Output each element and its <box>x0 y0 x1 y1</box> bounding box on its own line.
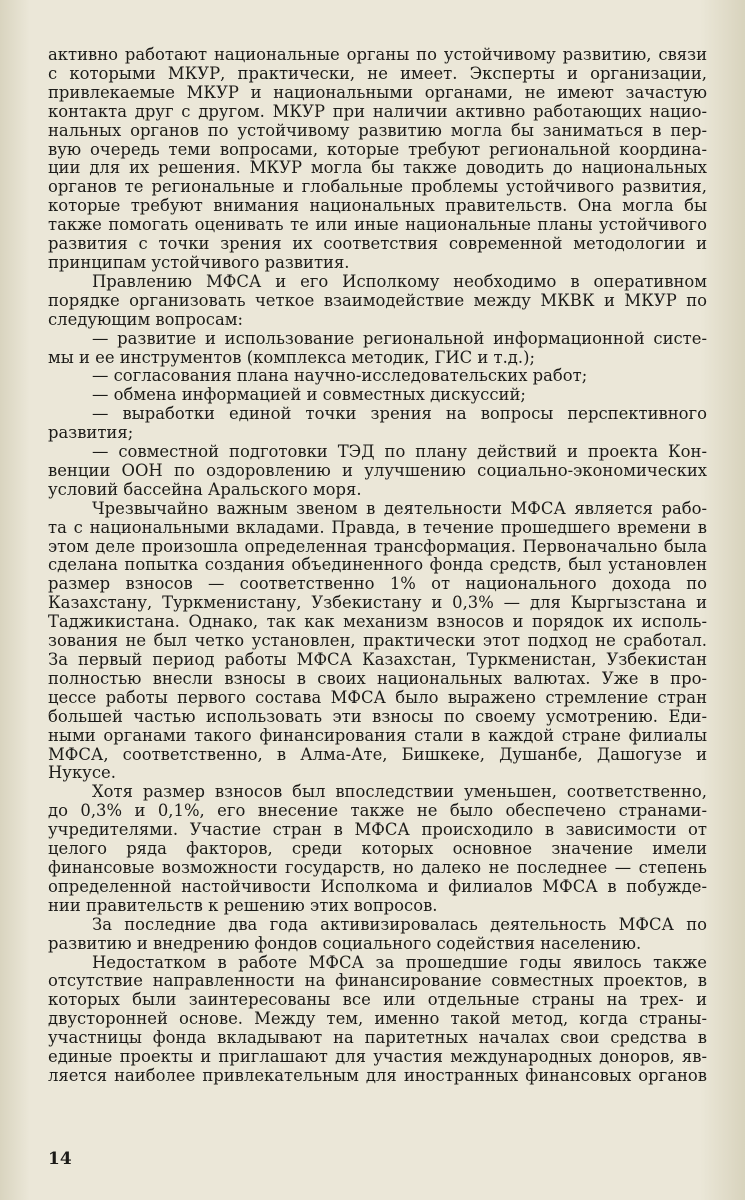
paragraph-contribution-size <box>48 783 707 915</box>
text-line: которых были заинтересованы все или отдельные страны на трех- и <box>48 990 707 1010</box>
text-line: мы и ее инструментов (комплекса методик, ГИС и т.д.); <box>48 347 536 367</box>
text-line: финансовые возможности государств, но далеко не последнее — степень <box>48 857 707 877</box>
text-line: цессе работы первого состава МФСА было выражено стремление стран <box>48 687 707 707</box>
text-line: — согласования плана научно-исследовательских работ; <box>92 366 588 386</box>
paragraph-shortcomings <box>48 954 707 1086</box>
text-line: которые требуют внимания национальных правительств. Она могла бы <box>48 196 707 216</box>
text-line: условий бассейна Аральского моря. <box>48 479 362 499</box>
text-line: с которыми МКУР, практически, не имеет. Эксперты и организации, <box>48 63 707 83</box>
text-line: — выработки единой точки зрения на вопросы перспективного <box>92 404 707 424</box>
paragraph-board-tasks <box>48 273 707 330</box>
text-line: ляется наиболее привлекательным для иностранных финансовых органов <box>48 1065 707 1085</box>
text-line: до 0,3% и 0,1%, его внесение также не было обеспечено странами- <box>48 801 707 821</box>
text-line: Казахстану, Туркменистану, Узбекистану и 0,3% — для Кыргызстана и <box>48 593 707 613</box>
text-line: — развитие и использование региональной информационной систе- <box>92 328 707 348</box>
text-line: За первый период работы МФСА Казахстан, Туркменистан, Узбекистан <box>48 650 707 669</box>
text-line: большей частью использовать эти взносы по своему усмотрению. Еди- <box>48 706 707 726</box>
text-line: привлекаемые МКУР и национальными органами, не имеют зачастую <box>48 82 707 102</box>
list-item <box>48 386 707 405</box>
text-line: также помогать оценивать те или иные национальные планы устойчивого <box>48 215 707 235</box>
text-line: Чрезвычайно важным звеном в деятельности МФСА является рабо- <box>92 498 707 518</box>
text-line: нальных органов по устойчивому развитию могла бы заниматься в пер- <box>48 120 707 140</box>
text-line: развитию и внедрению фондов социального содействия населению. <box>48 933 642 953</box>
text-line: — обмена информацией и совместных дискуссий; <box>92 385 526 405</box>
text-line: принципам устойчивого развития. <box>48 252 350 272</box>
text-line: развития с точки зрения их соответствия современной методологии и <box>48 234 707 254</box>
text-line: активно работают национальные органы по устойчивому развитию, связи <box>48 45 707 64</box>
text-line: полностью внесли взносы в своих национальных валютах. Уже в про- <box>48 668 707 688</box>
text-line: МФСА, соответственно, в Алма-Ате, Бишкеке, Душанбе, Дашогузе и <box>48 744 707 764</box>
list-item <box>48 443 707 500</box>
text-line: двусторонней основе. Между тем, именно такой метод, когда страны- <box>48 1009 707 1029</box>
text-line: Недостатком в работе МФСА за прошедшие годы явилось также <box>92 952 707 972</box>
text-line: Таджикистана. Однако, так как механизм взносов и порядок их исполь- <box>48 612 707 632</box>
text-line: венции ООН по оздоровлению и улучшению социально-экономических <box>48 460 707 480</box>
text-line: Правлению МФСА и его Исполкому необходимо в оперативном <box>92 271 707 291</box>
text-line: контакта друг с другом. МКУР при наличии активно работающих нацио- <box>48 101 707 121</box>
text-line: нии правительств к решению этих вопросов. <box>48 895 438 915</box>
list-item <box>48 405 707 443</box>
text-line: ции для их решения. МКУР могла бы также доводить до национальных <box>48 158 707 178</box>
text-line: учредителями. Участие стран в МФСА происходило в зависимости от <box>48 820 707 840</box>
text-line: целого ряда факторов, среди которых основное значение имели <box>48 839 707 859</box>
text-line: размер взносов — соответственно 1% от национального дохода по <box>48 574 707 594</box>
text-line: порядке организовать четкое взаимодействие между МКВК и МКУР по <box>48 290 707 310</box>
list-item <box>48 330 707 368</box>
paragraph-sustainable-development <box>48 46 707 273</box>
text-line: участницы фонда вкладывают на паритетных началах свои средства в <box>48 1028 707 1048</box>
text-line: сделана попытка создания объединенного фонда средств, был установлен <box>48 555 707 575</box>
text-line: Хотя размер взносов был впоследствии уменьшен, соответственно, <box>92 782 707 802</box>
text-line: ными органами такого финансирования стали в каждой стране филиалы <box>48 725 707 745</box>
page-number: 14 <box>48 1149 72 1169</box>
text-line: За последние два года активизировалась деятельность МФСА по <box>92 914 707 934</box>
text-line: органов те региональные и глобальные проблемы устойчивого развития, <box>48 177 707 197</box>
text-line: зования не был четко установлен, практически этот подход не сработал. <box>48 631 707 651</box>
text-line: отсутствие направленности на финансирование совместных проектов, в <box>48 971 707 991</box>
paragraph-national-contributions <box>48 500 707 784</box>
text-line: единые проекты и приглашают для участия международных доноров, яв- <box>48 1047 707 1067</box>
text-line: — совместной подготовки ТЭД по плану действий и проекта Кон- <box>92 442 707 462</box>
text-line: та с национальными вкладами. Правда, в течение прошедшего времени в <box>48 517 707 537</box>
text-line: вую очередь теми вопросами, которые требуют региональной координа- <box>48 139 707 159</box>
text-line: развития; <box>48 423 134 443</box>
text-line: определенной настойчивости Исполкома и филиалов МФСА в побужде- <box>48 876 707 896</box>
paragraph-social-funds <box>48 916 707 954</box>
text-line: следующим вопросам: <box>48 309 244 329</box>
list-item <box>48 367 707 386</box>
text-line: Нукусе. <box>48 763 116 783</box>
text-line: этом деле произошла определенная трансформация. Первоначально была <box>48 536 707 556</box>
